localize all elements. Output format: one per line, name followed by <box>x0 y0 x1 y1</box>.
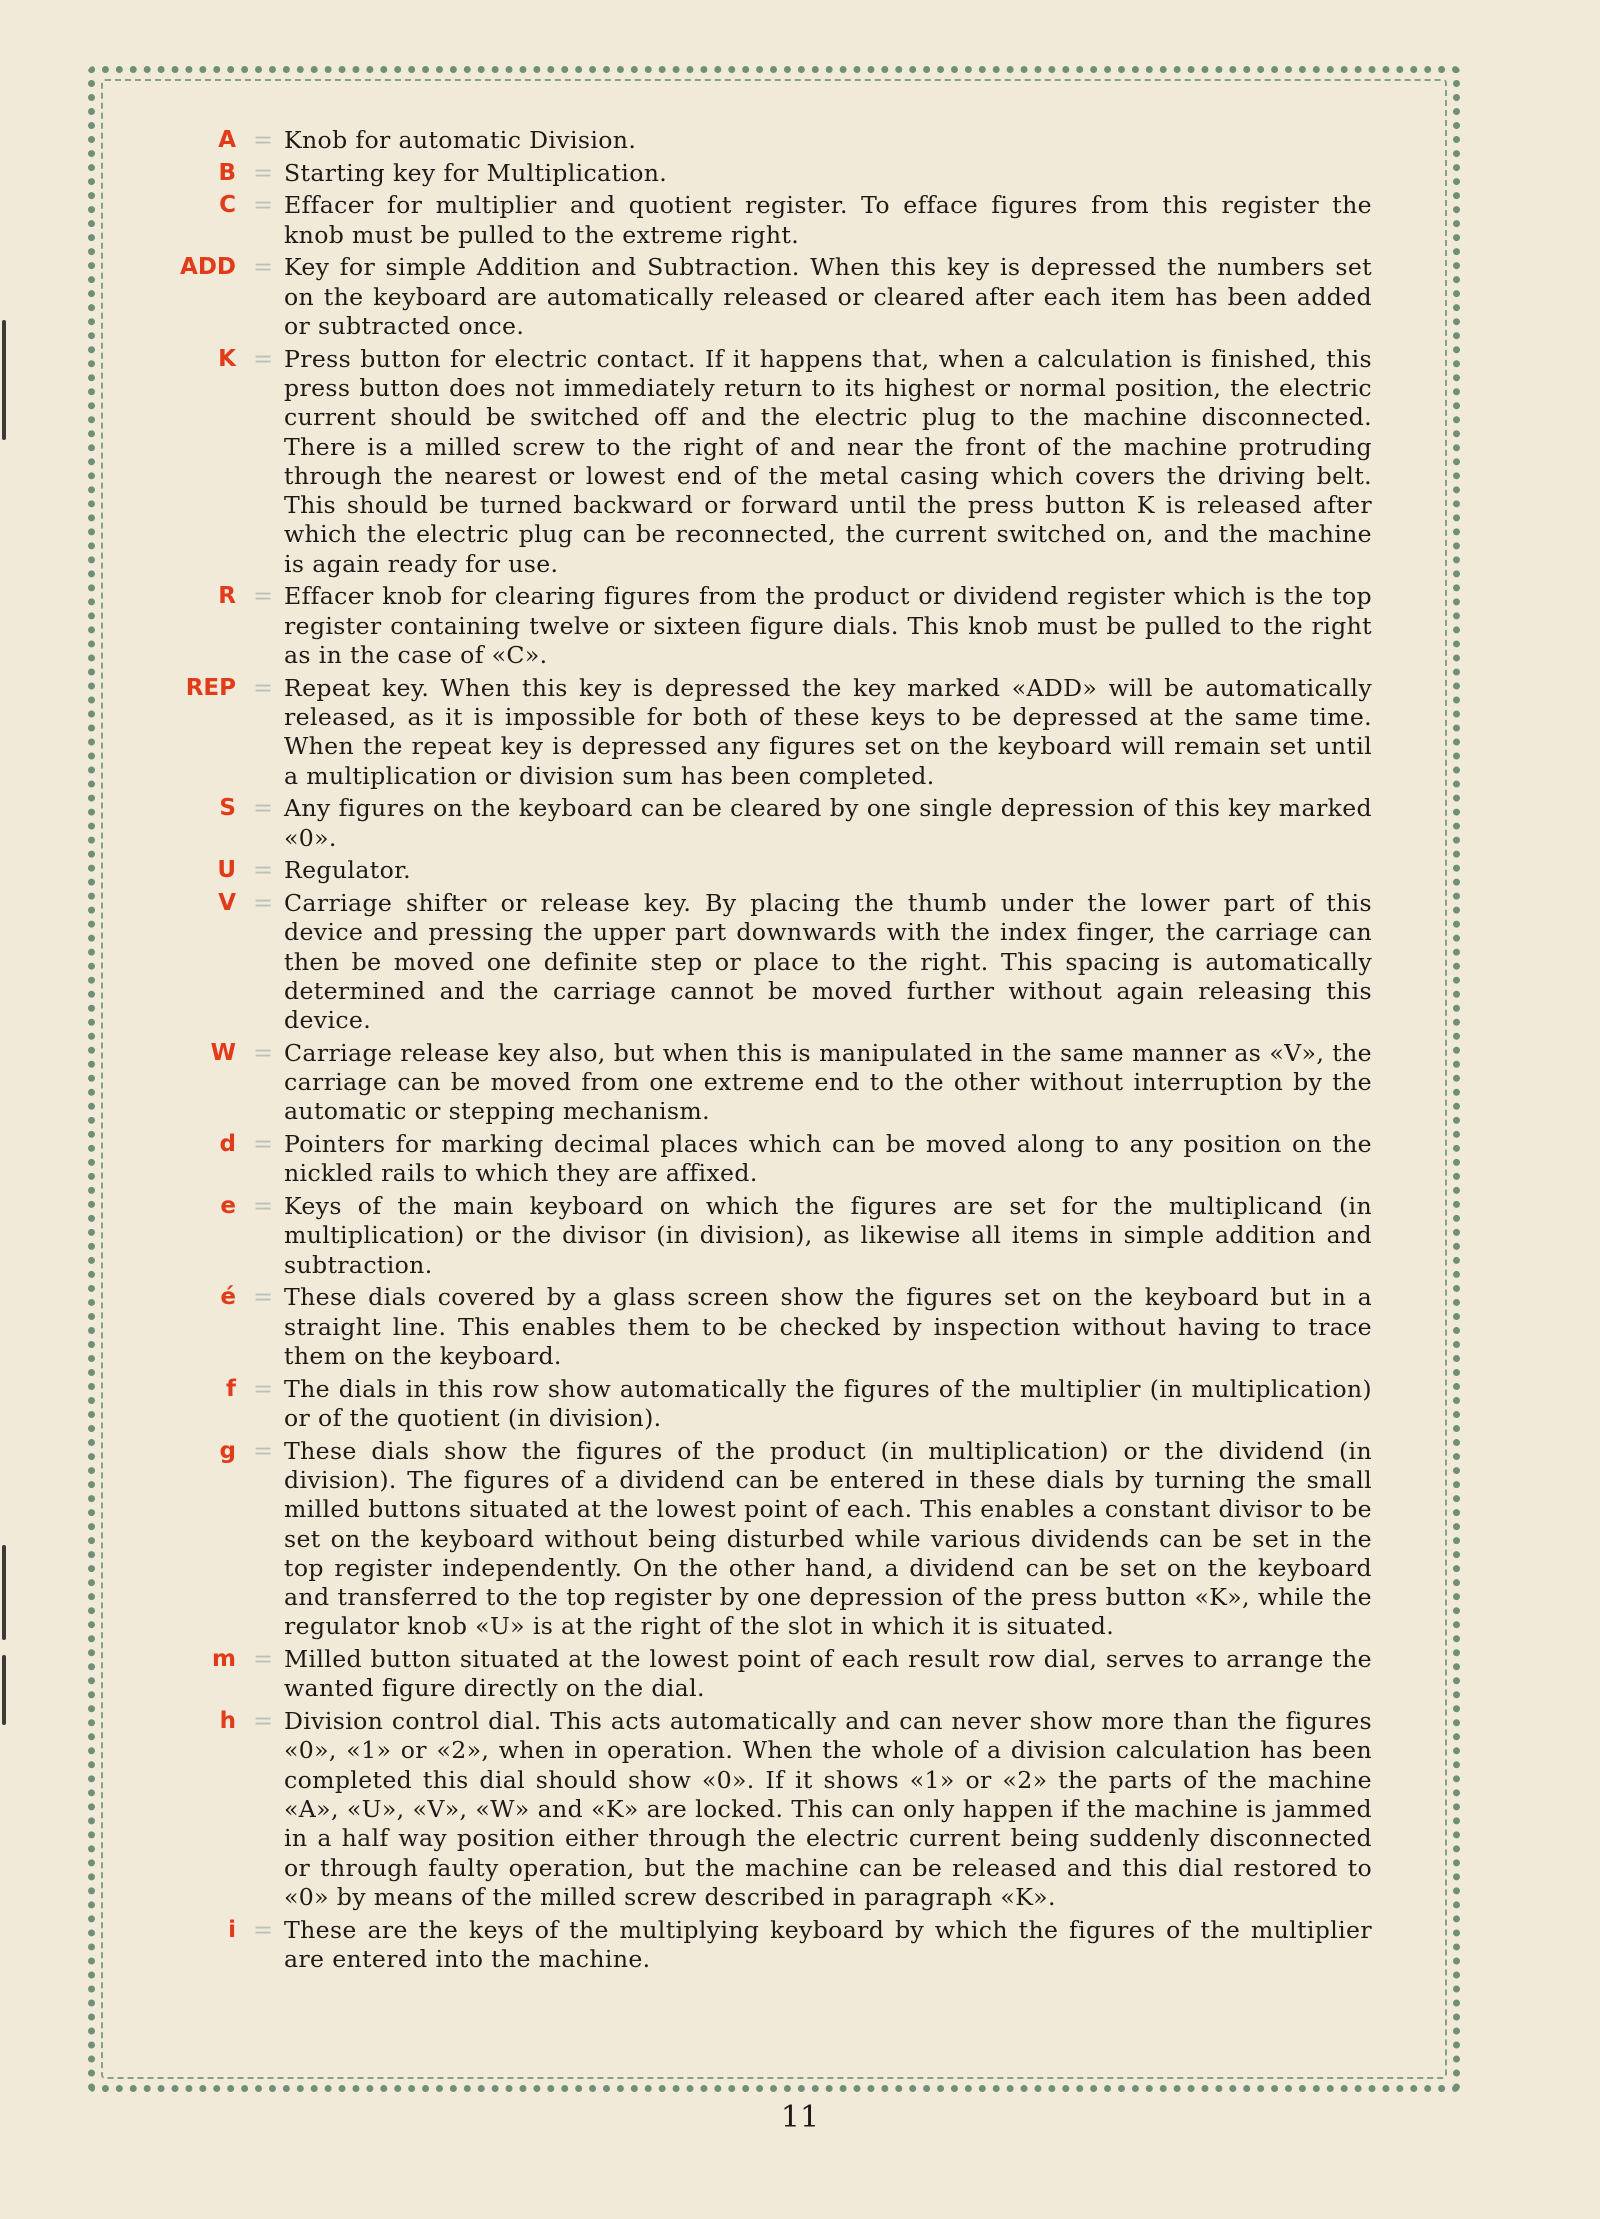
entry-label: U <box>217 857 236 884</box>
entry-text: Knob for automatic Division. <box>284 126 637 154</box>
legend-entry-e <box>110 1192 1372 1283</box>
entry-text: Milled button situated at the lowest point of each result row dial, serves to arrange the wanted figure directly on the dial. <box>284 1645 1372 1703</box>
entry-dash: = <box>252 1915 274 1944</box>
entry-label: ADD <box>180 254 236 281</box>
legend-entry-c <box>110 191 1372 253</box>
entry-label: V <box>218 889 236 916</box>
entry-dash: = <box>252 673 274 702</box>
entry-dash: = <box>252 126 274 154</box>
entry-label: f <box>225 1375 236 1402</box>
entry-text: The dials in this row show automatically the figures of the multiplier (in multiplication) or of the quotient (in division). <box>284 1374 1372 1432</box>
entry-dash: = <box>252 582 274 611</box>
entry-text: Carriage release key also, but when this is manipulated in the same manner as «V», the carriage can be moved from one extreme end to the other without interruption by the automatic or stepping mechanism. <box>284 1038 1372 1126</box>
entry-dash: = <box>252 794 274 823</box>
entry-text: Any figures on the keyboard can be cleared by one single depression of this key marked «0». <box>284 794 1372 852</box>
legend-entry-rep <box>110 674 1372 795</box>
legend-entry-i <box>110 1916 1372 1978</box>
entry-text: Keys of the main keyboard on which the figures are set for the multiplicand (in multiplication) or the divisor (in division), as likewise all items in simple addition and subtraction. <box>284 1192 1372 1279</box>
entry-dash: = <box>252 1436 274 1465</box>
legend-entry-k <box>110 345 1372 583</box>
entry-dash: = <box>252 888 274 917</box>
entry-dash: = <box>252 253 274 282</box>
legend-entry-f <box>110 1375 1372 1437</box>
entry-text: Repeat key. When this key is depressed the key marked «ADD» will be automatically released, as it is impossible for both of these keys to be depressed at the same time. When the repeat key is depressed any figures set on the keyboard will remain set until a multiplication or division sum has been completed. <box>284 673 1372 790</box>
legend-entry-b <box>110 159 1372 192</box>
entry-label: é <box>220 1284 236 1311</box>
entry-dash: = <box>252 191 274 220</box>
binding-mark <box>2 1655 6 1725</box>
entry-dash: = <box>252 1130 274 1159</box>
entry-label: e <box>220 1193 236 1220</box>
entry-label: B <box>218 159 236 186</box>
legend-entry-a <box>110 126 1372 159</box>
entry-text: Regulator. <box>284 856 412 885</box>
entry-label: R <box>218 583 236 610</box>
entry-text: Effacer for multiplier and quotient register. To efface figures from this register the knob must be pulled to the extreme right. <box>284 191 1372 249</box>
legend-entry-d <box>110 1130 1372 1192</box>
legend-entry-m <box>110 1645 1372 1707</box>
entry-dash: = <box>252 856 274 885</box>
legend-entry-v <box>110 889 1372 1039</box>
entry-dash: = <box>252 1374 274 1403</box>
entry-text: These dials covered by a glass screen show the figures set on the keyboard but in a straight line. This enables them to be checked by inspection without having to trace them on the keyboard. <box>284 1283 1372 1370</box>
legend-entry-add <box>110 253 1372 344</box>
binding-mark <box>2 320 6 440</box>
entry-dash: = <box>252 344 274 373</box>
binding-mark <box>2 1545 6 1640</box>
entry-dash: = <box>252 158 274 187</box>
entry-text: Carriage shifter or release key. By placing the thumb under the lower part of this device and pressing the upper part downwards with the index finger, the carriage can then be moved one definite step or place to the right. This spacing is automatically determined and the carriage cannot be moved further without again releasing this device. <box>284 888 1372 1035</box>
entry-dash: = <box>252 1283 274 1312</box>
legend-entry-e-acute <box>110 1283 1372 1374</box>
entry-text: Division control dial. This acts automatically and can never show more than the figures «0», «1» or «2», when in operation. When the whole of a division calculation has been completed this dial should show «0». If it shows «1» or «2» the parts of the machine «A», «U», «V», «W» and «K» are locked. This can only happen if the machine is jammed in a half way position either through the electric current being suddenly disconnected or through faulty operation, but the machine can be released and this dial restored to «0» by means of the milled screw described in paragraph «K». <box>284 1707 1372 1911</box>
entry-dash: = <box>252 1038 274 1067</box>
entry-label: d <box>219 1131 236 1158</box>
entry-label: g <box>219 1437 236 1464</box>
entry-label: C <box>219 192 236 219</box>
legend-list <box>110 126 1372 1978</box>
legend-entry-g <box>110 1437 1372 1645</box>
entry-label: W <box>210 1039 236 1066</box>
entry-text: Press button for electric contact. If it happens that, when a calculation is finished, this press button does not immediately return to its highest or normal position, the electric current should be switched off and the electric plug to the machine disconnected. There is a milled screw to the right of and near the front of the machine protruding through the nearest or lowest end of the metal casing which covers the driving belt. This should be turned backward or forward until the press button K is released after which the electric plug can be reconnected, the current switched on, and the machine is again ready for use. <box>284 344 1372 578</box>
entry-text: These dials show the figures of the product (in multiplication) or the dividend (in division). The figures of a dividend can be entered in these dials by turning the small milled buttons situated at the lowest point of each. This enables a constant divisor to be set on the keyboard without being disturbed while various dividends can be set in the top register independently. On the other hand, a dividend can be set on the keyboard and transferred to the top register by one depression of the press button «K», while the regulator knob «U» is at the right of the slot in which it is situated. <box>284 1436 1372 1641</box>
entry-text: Starting key for Multiplication. <box>284 158 668 187</box>
page-number: 11 <box>780 2100 820 2135</box>
entry-dash: = <box>252 1645 274 1674</box>
entry-label: S <box>219 795 236 822</box>
entry-dash: = <box>252 1707 274 1736</box>
entry-label: h <box>219 1708 236 1735</box>
legend-entry-s <box>110 794 1372 856</box>
legend-entry-r <box>110 582 1372 673</box>
entry-text: These are the keys of the multiplying keyboard by which the figures of the multiplier are entered into the machine. <box>284 1915 1372 1973</box>
entry-label: K <box>218 345 236 372</box>
legend-entry-h <box>110 1707 1372 1915</box>
legend-entry-u <box>110 856 1372 889</box>
entry-text: Effacer knob for clearing figures from the product or dividend register which is the top register containing twelve or sixteen figure dials. This knob must be pulled to the right as in the case of «C». <box>284 582 1372 669</box>
entry-text: Pointers for marking decimal places which can be moved along to any position on the nickled rails to which they are affixed. <box>284 1130 1372 1188</box>
entry-label: REP <box>185 674 236 701</box>
entry-label: m <box>212 1646 236 1673</box>
entry-dash: = <box>252 1192 274 1221</box>
entry-text: Key for simple Addition and Subtraction. When this key is depressed the numbers set on the keyboard are automatically released or cleared after each item has been added or subtracted once. <box>284 253 1372 340</box>
entry-label: A <box>218 127 236 153</box>
legend-entry-w <box>110 1039 1372 1130</box>
entry-label: i <box>228 1916 236 1943</box>
